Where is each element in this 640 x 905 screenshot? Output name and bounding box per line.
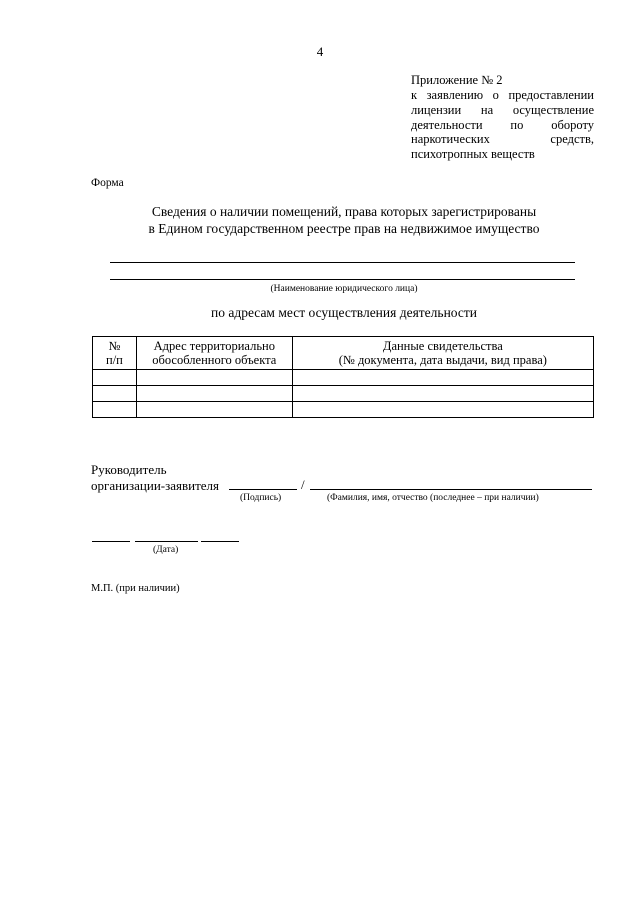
document-title: [100, 203, 588, 237]
table-cell: [292, 386, 593, 402]
table-cell: [292, 402, 593, 418]
column-header-certificate: [292, 337, 593, 370]
head-label-line: организации-заявителя: [91, 478, 220, 493]
seal-note: М.П. (при наличии): [91, 583, 180, 594]
appendix-line: наркотических средств,: [411, 132, 594, 147]
table-cell: [292, 370, 593, 386]
signature-line: [229, 489, 297, 490]
signature-caption: (Подпись): [240, 493, 282, 503]
header-line: обособленного объекта: [152, 353, 277, 367]
column-header-number: [93, 337, 137, 370]
form-label: Форма: [91, 177, 124, 189]
entity-name-line-2: [110, 279, 575, 280]
full-name-caption: (Фамилия, имя, отчество (последнее – при наличии): [327, 493, 539, 503]
table-cell: [93, 370, 137, 386]
appendix-title: Приложение № 2: [411, 73, 503, 87]
signature-separator: /: [301, 477, 305, 492]
table-cell: [93, 386, 137, 402]
date-caption: (Дата): [153, 545, 179, 555]
table-cell: [136, 370, 292, 386]
date-year-line: [201, 541, 239, 542]
table-row: [93, 402, 594, 418]
header-line: (№ документа, дата выдачи, вид права): [338, 353, 547, 367]
table-cell: [93, 402, 137, 418]
table-row: [93, 370, 594, 386]
table-row: [93, 386, 594, 402]
addresses-heading: по адресам мест осуществления деятельности: [211, 305, 477, 320]
header-line: Данные свидетельства: [382, 338, 503, 353]
appendix-line: к заявлению о предоставлении: [411, 88, 594, 102]
date-month-line: [135, 541, 198, 542]
appendix-line: деятельности по обороту: [411, 117, 594, 132]
appendix-line: лицензии на осуществление: [411, 102, 594, 117]
entity-name-line-1: [110, 262, 575, 263]
date-day-line: [92, 541, 130, 542]
table-cell: [136, 386, 292, 402]
head-label-line: Руководитель: [91, 462, 167, 477]
table-header-row: [93, 337, 594, 370]
entity-caption: (Наименование юридического лица): [270, 284, 418, 294]
head-label: [91, 462, 219, 494]
header-line: №: [108, 338, 121, 353]
full-name-line: [310, 489, 592, 490]
appendix-line: психотропных веществ: [411, 147, 535, 162]
document-title-line: Сведения о наличии помещений, права которых зарегистрированы: [151, 204, 537, 219]
header-line: Адрес территориально: [153, 338, 275, 353]
document-title-line: в Едином государственном реестре прав на недвижимое имущество: [148, 221, 540, 236]
header-line: п/п: [106, 353, 123, 367]
table-cell: [136, 402, 292, 418]
premises-table: [92, 336, 594, 418]
appendix-text: [411, 88, 594, 162]
column-header-address: [136, 337, 292, 370]
page-number: 4: [316, 44, 324, 59]
